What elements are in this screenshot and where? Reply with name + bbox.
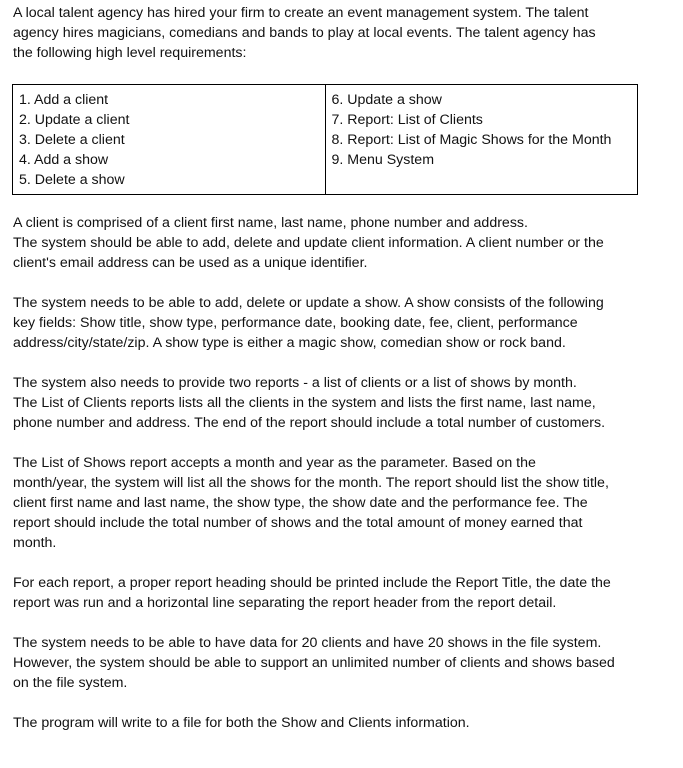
requirement-item: 9. Menu System — [331, 152, 435, 168]
capacity-paragraph: The system needs to be able to have data for 20 clients and have 20 shows in the file system. However, the system should be able to support an unlimited number of clients and shows based on the file system. — [13, 635, 615, 691]
report-heading-paragraph: For each report, a proper report heading should be printed include the Report Title, the date the report was run and a horizontal line separating the report header from the report detail. — [13, 575, 611, 611]
requirements-row — [13, 85, 638, 195]
requirement-item: 5. Delete a show — [19, 172, 125, 188]
requirement-item: 1. Add a client — [19, 92, 109, 108]
client-paragraph: A client is comprised of a client first name, last name, phone number and address. The system should be able to add, delete and update client information. A client number or the client's email address can be used as a unique identifier. — [13, 215, 604, 271]
intro-paragraph: A local talent agency has hired your firm to create an event management system. The talent agency hires magicians, comedians and bands to play at local events. The talent agency has the following high level requirements: — [13, 5, 596, 61]
requirement-item: 2. Update a client — [19, 112, 130, 128]
reports-paragraph: The system also needs to provide two reports - a list of clients or a list of shows by month. The List of Clients reports lists all the clients in the system and lists the first name, last name, phone number and address. The end of the report should include a total number of customers. — [13, 375, 606, 431]
requirements-left-list — [19, 90, 319, 190]
requirements-right-list — [332, 90, 632, 170]
requirement-item: 8. Report: List of Magic Shows for the Month — [331, 132, 612, 148]
requirements-left-column — [13, 85, 326, 195]
document-page — [13, 3, 653, 753]
file-output-paragraph: The program will write to a file for both the Show and Clients information. — [13, 715, 470, 731]
list-of-shows-paragraph: The List of Shows report accepts a month and year as the parameter. Based on the month/year, the system will list all the shows for the month. The report should list the show title, client first name and last name, the show type, the show date and the performance fee. The report should include the total number of shows and the total amount of money earned that month. — [13, 455, 609, 551]
requirement-item: 3. Delete a client — [19, 132, 125, 148]
requirements-right-column — [325, 85, 638, 195]
requirements-table — [12, 84, 638, 195]
requirement-item: 6. Update a show — [331, 92, 442, 108]
show-paragraph: The system needs to be able to add, delete or update a show. A show consists of the following key fields: Show title, show type, performance date, booking date, fee, client, performance address/city/state/zip. A show type is either a magic show, comedian show or rock band. — [13, 295, 604, 351]
requirement-item: 7. Report: List of Clients — [331, 112, 483, 128]
requirement-item: 4. Add a show — [19, 152, 109, 168]
